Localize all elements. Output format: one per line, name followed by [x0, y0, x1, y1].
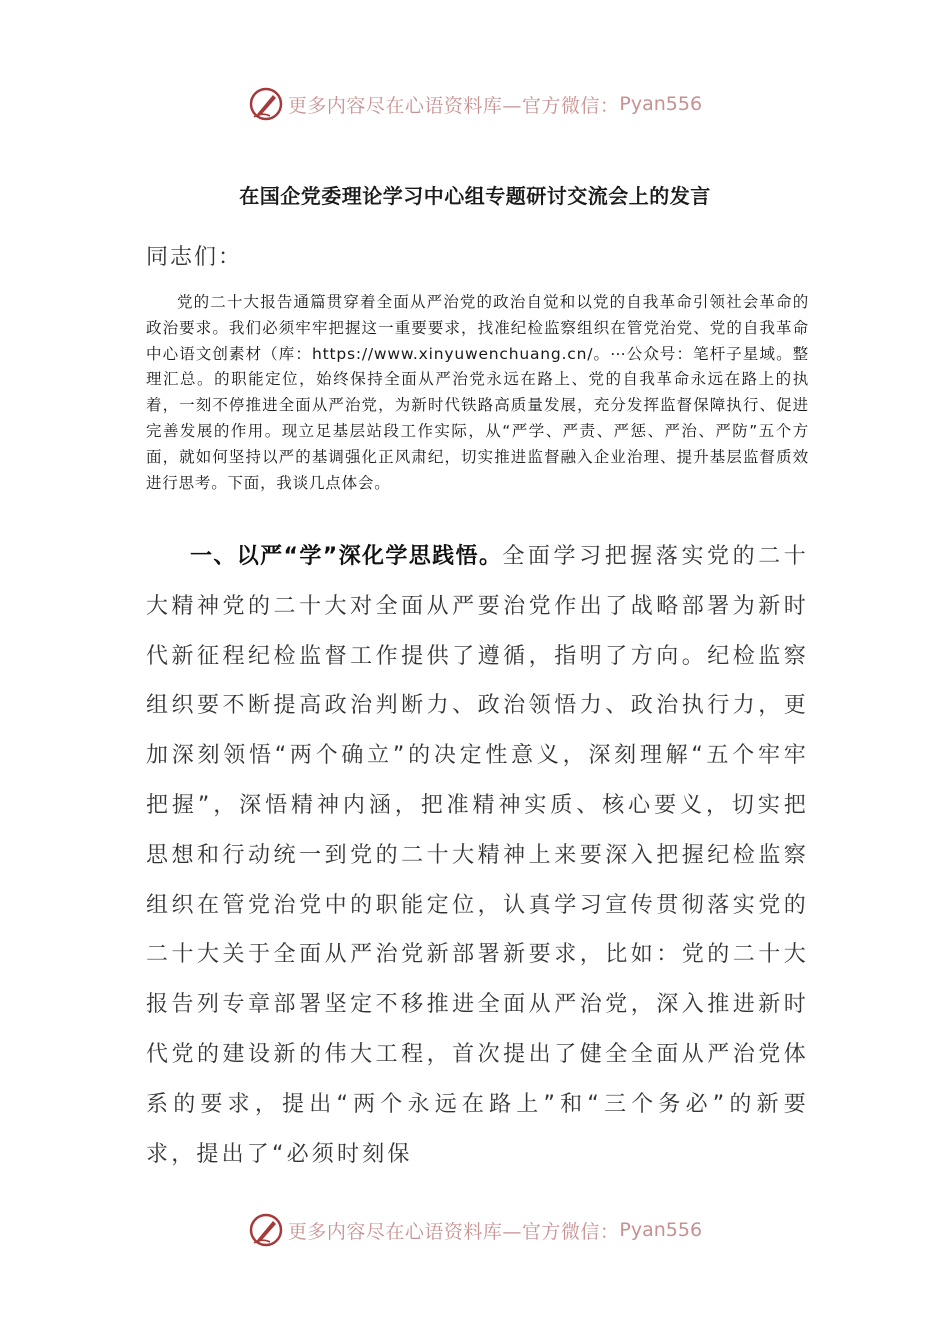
banner-text: 更多内容尽在心语资料库—官方微信：	[287, 94, 620, 117]
document-title: 在国企党委理论学习中心组专题研讨交流会上的发言	[239, 184, 711, 208]
banner-text: 更多内容尽在心语资料库—官方微信：	[287, 1220, 620, 1243]
header-banner	[0, 84, 950, 124]
footer-banner	[0, 1210, 950, 1250]
section-1-heading: 一、以严“学”深化学思践悟。	[190, 544, 503, 569]
banner-wechat-id: Pyan556	[619, 93, 703, 115]
pen-logo-icon	[248, 86, 284, 122]
section-1-body: 全面学习把握落实党的二十大精神党的二十大对全面从严要治党作出了战略部署为新时代新征程纪检监督工作提供了遵循，指明了方向。纪检监察组织要不断提高政治判断力、政治领悟力、政治执行力，更加深刻领悟“两个确立”的决定性意义，深刻理解“五个牢牢把握”，深悟精神内涵，把准精神实质、核心要义，切实把思想和行动统一到党的二十大精神上来要深入把握纪检监察组织在管党治党中的职能定位，认真学习宣传贯彻落实党的二十大关于全面从严治党新部署新要求，比如：党的二十大报告列专章部署坚定不移推进全面从严治党，深入推进新时代党的建设新的伟大工程，首次提出了健全全面从严治党体系的要求，提出“两个永远在路上”和“三个务必”的新要求，提出了“必须时刻保	[146, 544, 810, 1167]
greeting: 同志们：	[146, 245, 243, 270]
intro-paragraph: 党的二十大报告通篇贯穿着全面从严治党的政治自觉和以党的自我革命引领社会革命的政治要求。我们必须牢牢把握这一重要要求，找准纪检监察组织在管党治党、党的自我革命中心语文创素材（库：https://www.xinyuwenchuang.cn/。⋯公众号：笔杆子星域。整理汇总。的职能定位，始终保持全面从严治党永远在路上、党的自我革命永远在路上的执着，一刻不停推进全面从严治党，为新时代铁路高质量发展，充分发挥监督保障执行、促进完善发展的作用。现立足基层站段工作实际，从“严学、严责、严惩、严治、严防”五个方面，就如何坚持以严的基调强化正风肃纪，切实推进监督融入企业治理、提升基层监督质效进行思考。下面，我谈几点体会。	[146, 293, 809, 492]
pen-logo-icon	[248, 1212, 284, 1248]
section-1-paragraph	[146, 532, 809, 1179]
banner-wechat-id: Pyan556	[619, 1219, 703, 1241]
